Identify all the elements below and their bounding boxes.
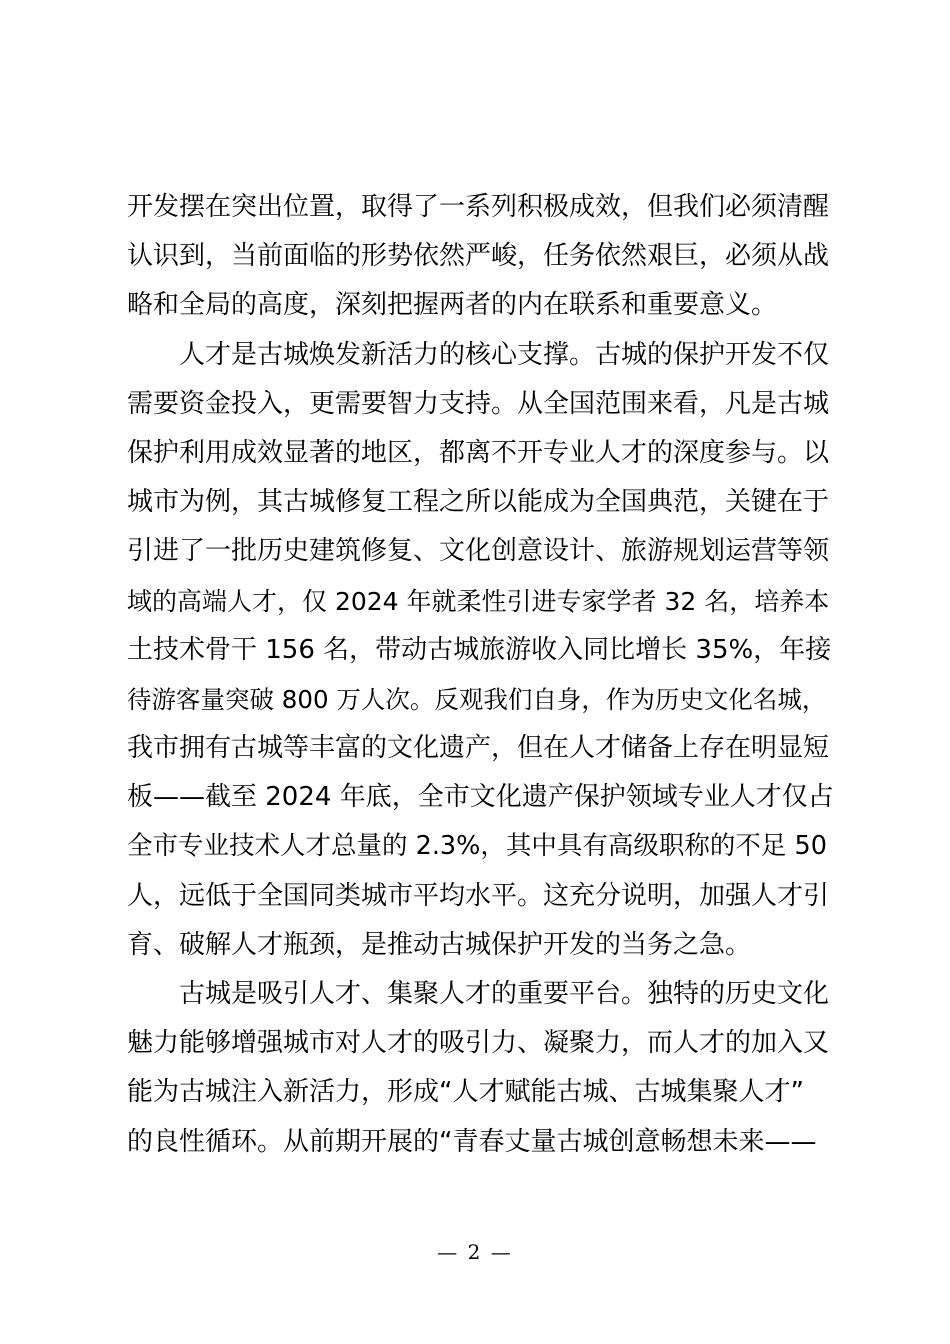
text-line: 认识到，当前面临的形势依然严峻，任务依然艰巨，必须从战 — [127, 241, 830, 272]
text-line: 引进了一批历史建筑修复、文化创意设计、旅游规划运营等领 — [127, 536, 830, 567]
text-line: 土技术骨干 156 名，带动古城旅游收入同比增长 35%，年接 — [127, 634, 832, 665]
text-line: 魅力能够增强城市对人才的吸引力、凝聚力，而人才的加入又 — [127, 1028, 830, 1059]
text-line: 板——截至 2024 年底，全市文化遗产保护领域专业人才仅占 — [127, 782, 834, 813]
text-line: 需要资金投入，更需要智力支持。从全国范围来看，凡是古城 — [127, 388, 830, 419]
text-line: 我市拥有古城等丰富的文化遗产，但在人才储备上存在明显短 — [127, 733, 830, 764]
text-line: 略和全局的高度，深刻把握两者的内在联系和重要意义。 — [127, 290, 778, 321]
paragraph-first-line: 人才是古城焕发新活力的核心支撑。古城的保护开发不仅 — [179, 339, 830, 370]
text-line: 全市专业技术人才总量的 2.3%，其中具有高级职称的不足 50 — [127, 831, 827, 862]
body-text — [127, 183, 837, 1167]
text-line: 城市为例，其古城修复工程之所以能成为全国典范，关键在于 — [127, 487, 830, 518]
page-number: — 2 — — [437, 1240, 513, 1264]
text-line: 开发摆在突出位置，取得了一系列积极成效，但我们必须清醒 — [127, 192, 830, 222]
text-line: 能为古城注入新活力，形成“人才赋能古城、古城集聚人才” — [127, 1077, 804, 1108]
paragraph-first-line: 古城是吸引人才、集聚人才的重要平台。独特的历史文化 — [179, 979, 830, 1009]
text-line: 域的高端人才，仅 2024 年就柔性引进专家学者 32 名，培养本 — [127, 586, 830, 616]
text-line: 的良性循环。从前期开展的“青春丈量古城创意畅想未来—— — [127, 1126, 817, 1157]
text-line: 待游客量突破 800 万人次。反观我们自身，作为历史文化名城， — [127, 684, 827, 714]
text-line: 人，远低于全国同类城市平均水平。这充分说明，加强人才引 — [127, 880, 830, 911]
text-line: 育、破解人才瓶颈，是推动古城保护开发的当务之急。 — [127, 929, 752, 960]
text-line: 保护利用成效显著的地区，都离不开专业人才的深度参与。以 — [127, 437, 830, 468]
